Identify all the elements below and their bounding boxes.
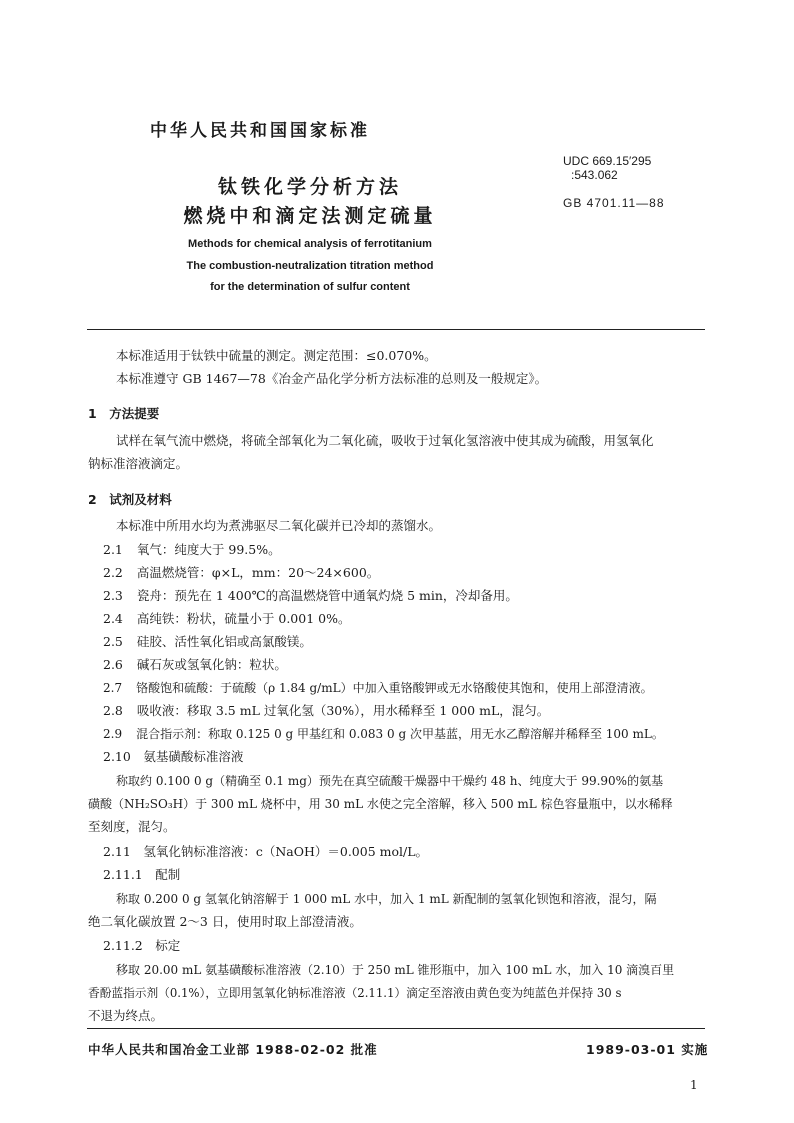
section-2-11-1-line1: 称取 0.200 0 g 氢氧化钠溶解于 1 000 mL 水中，加入 1 mL 新配制的氢氧化钡饱和溶液，混匀，隔 bbox=[116, 892, 657, 906]
item-2-3 bbox=[103, 588, 518, 604]
section-2-11-1-heading: 2.11.1 配制 bbox=[103, 867, 181, 882]
section-2-11-2-line3: 不退为终点。 bbox=[88, 1008, 164, 1023]
item-text: 氧气：纯度大于 99.5%。 bbox=[136, 542, 281, 557]
intro-scope: 本标准适用于钛铁中硫量的测定。测定范围：≤0.070%。 bbox=[116, 348, 437, 363]
item-2-7 bbox=[103, 680, 653, 696]
udc-line1: UDC 669.15′295 bbox=[563, 154, 652, 168]
item-number: 2.6 bbox=[103, 657, 123, 672]
item-text: 硅胶、活性氧化铝或高氯酸镁。 bbox=[136, 634, 312, 649]
udc-code bbox=[563, 154, 651, 182]
section-2-10-heading: 2.10 氨基磺酸标准溶液 bbox=[103, 749, 244, 764]
section-2-11-2-heading: 2.11.2 标定 bbox=[103, 938, 181, 953]
item-number: 2.4 bbox=[103, 611, 123, 626]
item-text: 铬酸饱和硫酸：于硫酸（ρ 1.84 g/mL）中加入重铬酸钾或无水铬酸使其饱和，使用上部澄清液。 bbox=[136, 681, 653, 695]
item-number: 2.8 bbox=[103, 703, 123, 718]
section-2-heading: 2 试剂及材料 bbox=[88, 492, 172, 507]
item-2-6 bbox=[103, 657, 287, 673]
english-title-line2: The combustion-neutralization titration method bbox=[186, 260, 434, 272]
section-2-11-1-line2: 绝二氧化碳放置 2～3 日，使用时取上部澄清液。 bbox=[88, 914, 362, 929]
item-number: 2.1 bbox=[103, 542, 123, 557]
implementation-date: 1989-03-01 实施 bbox=[586, 1042, 709, 1057]
section-2-11-heading: 2.11 氢氧化钠标准溶液：c（NaOH）＝0.005 mol/L。 bbox=[103, 844, 429, 859]
approval-line: 中华人民共和国冶金工业部 1988-02-02 批准 bbox=[88, 1042, 378, 1057]
page-number: 1 bbox=[690, 1078, 698, 1092]
section-2-11-2-line1: 移取 20.00 mL 氨基磺酸标准溶液（2.10）于 250 mL 锥形瓶中，加入 100 mL 水，加入 10 滴溴百里 bbox=[116, 963, 675, 977]
document-title-line2: 燃烧中和滴定法测定硫量 bbox=[183, 205, 437, 227]
top-divider bbox=[87, 329, 705, 330]
section-1-text-line2: 钠标准溶液滴定。 bbox=[88, 456, 189, 471]
english-title-line3: for the determination of sulfur content bbox=[210, 281, 410, 293]
section-2-10-line2: 磺酸（NH₂SO₃H）于 300 mL 烧杯中，用 30 mL 水使之完全溶解，移入 500 mL 棕色容量瓶中，以水稀释 bbox=[88, 797, 673, 811]
item-2-1 bbox=[103, 542, 281, 558]
udc-line2: :543.062 bbox=[571, 168, 618, 182]
gb-number: GB 4701.11—88 bbox=[563, 196, 665, 210]
item-number: 2.7 bbox=[103, 681, 123, 695]
item-2-8 bbox=[103, 703, 549, 719]
section-2-10-line1: 称取约 0.100 0 g（精确至 0.1 mg）预先在真空硫酸干燥器中干燥约 48 h、纯度大于 99.90%的氨基 bbox=[116, 774, 664, 788]
item-number: 2.2 bbox=[103, 565, 123, 580]
section-2-intro: 本标准中所用水均为煮沸驱尽二氧化碳并已冷却的蒸馏水。 bbox=[116, 518, 442, 533]
item-2-9 bbox=[103, 726, 664, 742]
intro-compliance: 本标准遵守 GB 1467—78《冶金产品化学分析方法标准的总则及一般规定》。 bbox=[116, 371, 548, 386]
section-1-heading: 1 方法提要 bbox=[88, 406, 160, 421]
item-2-5 bbox=[103, 634, 312, 650]
item-2-4 bbox=[103, 611, 350, 627]
item-number: 2.9 bbox=[103, 727, 123, 741]
standard-header: 中华人民共和国国家标准 bbox=[150, 121, 370, 141]
item-2-2 bbox=[103, 565, 379, 581]
section-2-11-2-line2: 香酚蓝指示剂（0.1%），立即用氢氧化钠标准溶液（2.11.1）滴定至溶液由黄色变为纯蓝色并保持 30 s bbox=[88, 986, 622, 1000]
item-text: 瓷舟：预先在 1 400℃的高温燃烧管中通氧灼烧 5 min，冷却备用。 bbox=[136, 588, 518, 603]
item-text: 碱石灰或氢氧化钠：粒状。 bbox=[136, 657, 287, 672]
section-1-text-line1: 试样在氧气流中燃烧，将硫全部氧化为二氧化硫，吸收于过氧化氢溶液中使其成为硫酸，用氢氧化 bbox=[116, 433, 654, 448]
document-title-line1: 钛铁化学分析方法 bbox=[217, 176, 402, 198]
footer-divider bbox=[87, 1028, 705, 1029]
item-text: 高纯铁：粉状，硫量小于 0.001 0%。 bbox=[136, 611, 351, 626]
item-text: 混合指示剂：称取 0.125 0 g 甲基红和 0.083 0 g 次甲基蓝，用无水乙醇溶解并稀释至 100 mL。 bbox=[136, 727, 664, 741]
section-2-10-line3: 至刻度，混匀。 bbox=[88, 819, 176, 834]
item-text: 吸收液：移取 3.5 mL 过氧化氢（30%），用水稀释至 1 000 mL，混匀。 bbox=[136, 703, 550, 718]
item-number: 2.3 bbox=[103, 588, 123, 603]
item-text: 高温燃烧管：φ×L，mm：20～24×600。 bbox=[136, 565, 380, 580]
english-title-line1: Methods for chemical analysis of ferrotitanium bbox=[188, 238, 432, 250]
item-number: 2.5 bbox=[103, 634, 123, 649]
